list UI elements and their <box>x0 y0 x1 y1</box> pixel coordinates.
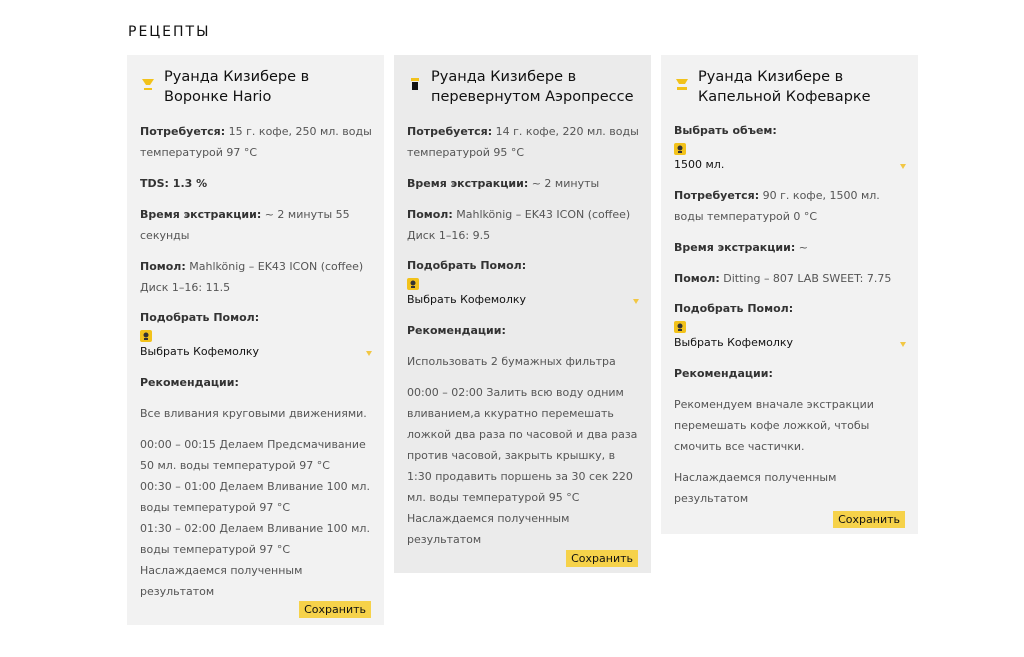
extraction-time-text: Время экстракции: ~ 2 минуты <box>407 177 600 190</box>
recipe-step: Наслаждаемся полученным результатом <box>407 512 570 546</box>
pick-grind-label: Подобрать Помол: <box>674 302 794 315</box>
volume-label: Выбрать объем: <box>674 124 777 137</box>
grinder-select[interactable] <box>674 299 906 351</box>
recipe-step: 00:00 – 02:00 Залить всю воду одним вливанием,а ккуратно перемешать ложкой два раза по часовой и два раза против часовой, закрыть крышку, в 1:30 продавить поршень за 30 сек 220 мл. воды температурой 95 °C <box>407 386 638 504</box>
needs-text: Потребуется: 15 г. кофе, 250 мл. воды температурой 97 °C <box>140 125 372 159</box>
recipe-title: Руанда Кизибере в перевернутом Аэропрессе <box>431 69 634 105</box>
recipe-card-hario <box>127 55 384 625</box>
recipe-step: 00:30 – 01:00 Делаем Вливание 100 мл. воды температурой 97 °C <box>140 480 370 514</box>
grinder-select-value: Выбрать Кофемолку <box>140 345 260 358</box>
grinder-icon <box>140 330 152 342</box>
drip-coffee-maker-icon <box>674 77 690 91</box>
extraction-time-text: Время экстракции: ~ <box>674 241 808 254</box>
volume-icon <box>674 143 686 155</box>
grinder-icon <box>674 321 686 333</box>
grinder-select-value: Выбрать Кофемолку <box>407 293 527 306</box>
grind-text: Помол: Ditting – 807 LAB SWEET: 7.75 <box>674 272 892 285</box>
chevron-down-icon <box>900 164 906 169</box>
grind-text: Помол: Mahlkönig – EK43 ICON (coffee) Диск 1–16: 11.5 <box>140 260 364 294</box>
recipe-title: Руанда Кизибере в Капельной Кофеварке <box>698 69 871 105</box>
chevron-down-icon <box>633 299 639 304</box>
save-button[interactable]: Сохранить <box>299 601 371 618</box>
grind-text: Помол: Mahlkönig – EK43 ICON (coffee) Диск 1–16: 9.5 <box>407 208 631 242</box>
aeropress-icon <box>407 77 423 91</box>
recipe-step: Наслаждаемся полученным результатом <box>674 471 837 505</box>
recipe-step: 00:00 – 00:15 Делаем Предсмачивание 50 мл. воды температурой 97 °C <box>140 438 366 472</box>
grinder-select-value: Выбрать Кофемолку <box>674 336 794 349</box>
extraction-time-text: Время экстракции: ~ 2 минуты 55 секунды <box>140 208 350 242</box>
needs-text: Потребуется: 14 г. кофе, 220 мл. воды температурой 95 °C <box>407 125 639 159</box>
tds-text: TDS: 1.3 % <box>140 177 208 190</box>
grinder-select[interactable] <box>407 256 639 308</box>
recipe-step: 01:30 – 02:00 Делаем Вливание 100 мл. воды температурой 97 °C <box>140 522 370 556</box>
pick-grind-label: Подобрать Помол: <box>407 259 527 272</box>
recommendations-label: Рекомендации: <box>140 376 239 389</box>
recommendations-label: Рекомендации: <box>407 324 506 337</box>
grinder-select[interactable] <box>140 308 372 360</box>
recipe-step: Наслаждаемся полученным результатом <box>140 564 303 598</box>
save-button[interactable]: Сохранить <box>566 550 638 567</box>
needs-text: Потребуется: 90 г. кофе, 1500 мл. воды температурой 0 °C <box>674 189 880 223</box>
pick-grind-label: Подобрать Помол: <box>140 311 260 324</box>
recommendations-label: Рекомендации: <box>674 367 773 380</box>
grinder-icon <box>407 278 419 290</box>
hario-funnel-icon <box>140 77 156 91</box>
page-title: РЕЦЕПТЫ <box>128 24 211 40</box>
recommendations-text: Рекомендуем вначале экстракции перемешать кофе ложкой, чтобы смочить все частички. <box>674 398 874 453</box>
recipe-card-drip <box>661 55 918 534</box>
recommendations-text: Использовать 2 бумажных фильтра <box>407 355 616 368</box>
volume-select-value: 1500 мл. <box>674 158 725 171</box>
chevron-down-icon <box>900 342 906 347</box>
recipe-title: Руанда Кизибере в Воронке Hario <box>164 69 310 105</box>
recipe-card-aeropress <box>394 55 651 573</box>
save-button[interactable]: Сохранить <box>833 511 905 528</box>
recommendations-text: Все вливания круговыми движениями. <box>140 407 367 420</box>
chevron-down-icon <box>366 351 372 356</box>
volume-select[interactable] <box>674 121 906 173</box>
